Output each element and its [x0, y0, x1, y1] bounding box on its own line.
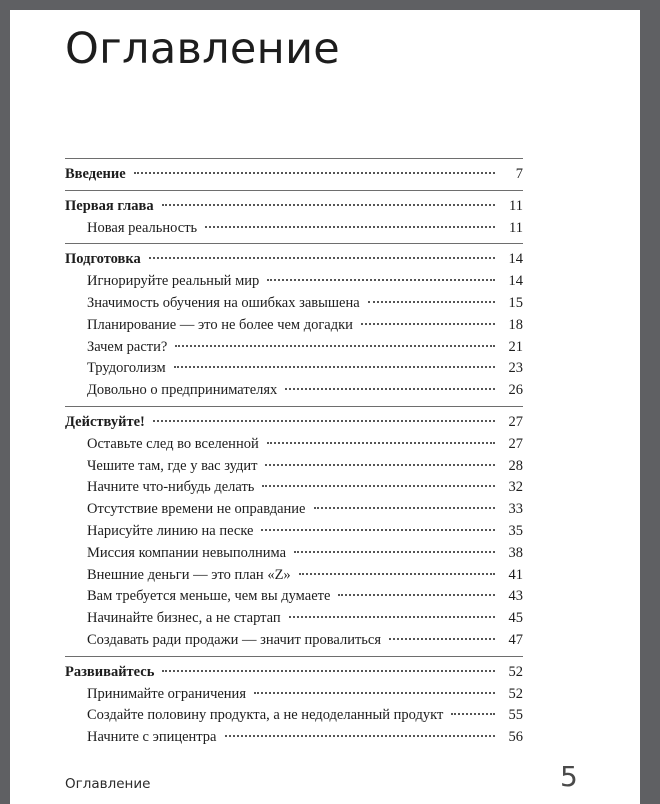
- dot-leader: [225, 735, 496, 737]
- dot-leader: [262, 485, 495, 487]
- toc-entry-title: Принимайте ограничения: [87, 685, 246, 702]
- toc-page-number: 43: [508, 588, 523, 605]
- toc-subsection-entry: [65, 337, 523, 359]
- toc-page-number: 52: [508, 685, 523, 702]
- dot-leader: [368, 301, 495, 303]
- dot-leader: [265, 464, 495, 466]
- dot-leader: [149, 257, 495, 259]
- page-number: 5: [560, 760, 578, 793]
- toc-subsection-entry: [65, 499, 523, 521]
- dot-leader: [299, 573, 495, 575]
- toc-entry-title: Развивайтесь: [65, 663, 155, 680]
- toc-page-number: 55: [508, 707, 523, 724]
- toc-page-number: 14: [508, 273, 523, 290]
- book-page: [10, 10, 640, 804]
- toc-page-number: 28: [508, 457, 523, 474]
- toc-page-number: 41: [508, 566, 523, 583]
- toc-entry-title: Чешите там, где у вас зудит: [87, 457, 258, 474]
- toc-entry-title: Отсутствие времени не оправдание: [87, 501, 306, 518]
- toc-chapter-entry: [65, 412, 523, 434]
- toc-entry-title: Внешние деньги — это план «Z»: [87, 566, 291, 583]
- toc-entry-title: Значимость обучения на ошибках завышена: [87, 294, 360, 311]
- toc-page-number: 7: [515, 166, 523, 182]
- toc-entry-title: Создавать ради продажи — значит провалиться: [87, 631, 382, 648]
- toc-entry-title: Первая глава: [65, 197, 154, 214]
- toc-subsection-entry: [65, 705, 523, 727]
- toc-page-number: 21: [508, 338, 523, 355]
- toc-entry-title: Начинайте бизнес, а не стартап: [87, 610, 281, 627]
- toc-chapter-entry: [65, 164, 523, 186]
- table-of-contents: [65, 158, 523, 753]
- dot-leader: [389, 638, 495, 640]
- toc-subsection-entry: [65, 293, 523, 315]
- toc-page-number: 11: [509, 197, 523, 214]
- toc-page-number: 27: [508, 413, 523, 430]
- toc-page-number: 23: [508, 360, 523, 377]
- toc-subsection-entry: [65, 727, 523, 749]
- dot-leader: [174, 366, 495, 368]
- dot-leader: [175, 345, 495, 347]
- toc-section: [65, 243, 523, 406]
- toc-subsection-entry: [65, 684, 523, 706]
- dot-leader: [294, 551, 495, 553]
- toc-entry-title: Создайте половину продукта, а не недоделанный продукт: [87, 707, 444, 724]
- dot-leader: [451, 713, 495, 715]
- toc-page-number: 18: [508, 316, 523, 333]
- toc-section: [65, 158, 523, 190]
- dot-leader: [162, 204, 495, 206]
- toc-entry-title: Игнорируйте реальный мир: [87, 273, 260, 290]
- toc-page-number: 11: [509, 219, 523, 236]
- toc-page-number: 26: [508, 382, 523, 399]
- dot-leader: [314, 507, 496, 509]
- toc-subsection-entry: [65, 521, 523, 543]
- toc-subsection-entry: [65, 477, 523, 499]
- toc-subsection-entry: [65, 608, 523, 630]
- dot-leader: [267, 442, 495, 444]
- toc-entry-title: Нарисуйте линию на песке: [87, 522, 254, 539]
- toc-page-number: 33: [508, 501, 523, 518]
- dot-leader: [338, 594, 495, 596]
- toc-chapter-entry: [65, 249, 523, 271]
- toc-page-number: 45: [508, 610, 523, 627]
- dot-leader: [205, 226, 495, 228]
- toc-page-number: 14: [508, 251, 523, 268]
- dot-leader: [153, 420, 495, 422]
- toc-section: [65, 190, 523, 244]
- dot-leader: [289, 616, 495, 618]
- toc-subsection-entry: [65, 358, 523, 380]
- toc-entry-title: Подготовка: [65, 251, 141, 268]
- toc-subsection-entry: [65, 315, 523, 337]
- toc-entry-title: Миссия компании невыполнима: [87, 544, 287, 561]
- toc-subsection-entry: [65, 218, 523, 240]
- toc-entry-title: Довольно о предпринимателях: [87, 382, 278, 399]
- toc-subsection-entry: [65, 586, 523, 608]
- toc-page-number: 32: [508, 479, 523, 496]
- toc-section: [65, 406, 523, 656]
- toc-entry-title: Зачем расти?: [87, 338, 168, 355]
- toc-entry-title: Начните что-нибудь делать: [87, 479, 255, 496]
- toc-subsection-entry: [65, 543, 523, 565]
- dot-leader: [254, 692, 495, 694]
- toc-subsection-entry: [65, 380, 523, 402]
- toc-page-number: 56: [508, 729, 523, 746]
- toc-page-number: 27: [508, 435, 523, 452]
- toc-page-number: 15: [508, 294, 523, 311]
- toc-entry-title: Планирование — это не более чем догадки: [87, 316, 353, 333]
- dot-leader: [134, 172, 495, 174]
- toc-subsection-entry: [65, 271, 523, 293]
- toc-entry-title: Новая реальность: [87, 219, 198, 236]
- dot-leader: [361, 323, 495, 325]
- toc-entry-title: Начните с эпицентра: [87, 729, 217, 746]
- toc-section: [65, 656, 523, 753]
- toc-entry-title: Вам требуется меньше, чем вы думаете: [87, 588, 331, 605]
- running-footer-label: Оглавление: [65, 776, 151, 792]
- toc-subsection-entry: [65, 565, 523, 587]
- toc-page-number: 38: [508, 544, 523, 561]
- toc-entry-title: Действуйте!: [65, 413, 145, 430]
- toc-entry-title: Трудоголизм: [87, 360, 166, 377]
- dot-leader: [267, 279, 495, 281]
- toc-entry-title: Оставьте след во вселенной: [87, 435, 259, 452]
- toc-chapter-entry: [65, 196, 523, 218]
- toc-subsection-entry: [65, 630, 523, 652]
- toc-entry-title: Введение: [65, 166, 126, 182]
- toc-subsection-entry: [65, 434, 523, 456]
- dot-leader: [261, 529, 495, 531]
- dot-leader: [285, 388, 495, 390]
- page-title: Оглавление: [65, 24, 341, 74]
- dot-leader: [162, 670, 495, 672]
- toc-chapter-entry: [65, 662, 523, 684]
- toc-page-number: 52: [508, 663, 523, 680]
- toc-page-number: 47: [508, 631, 523, 648]
- toc-subsection-entry: [65, 456, 523, 478]
- toc-page-number: 35: [508, 522, 523, 539]
